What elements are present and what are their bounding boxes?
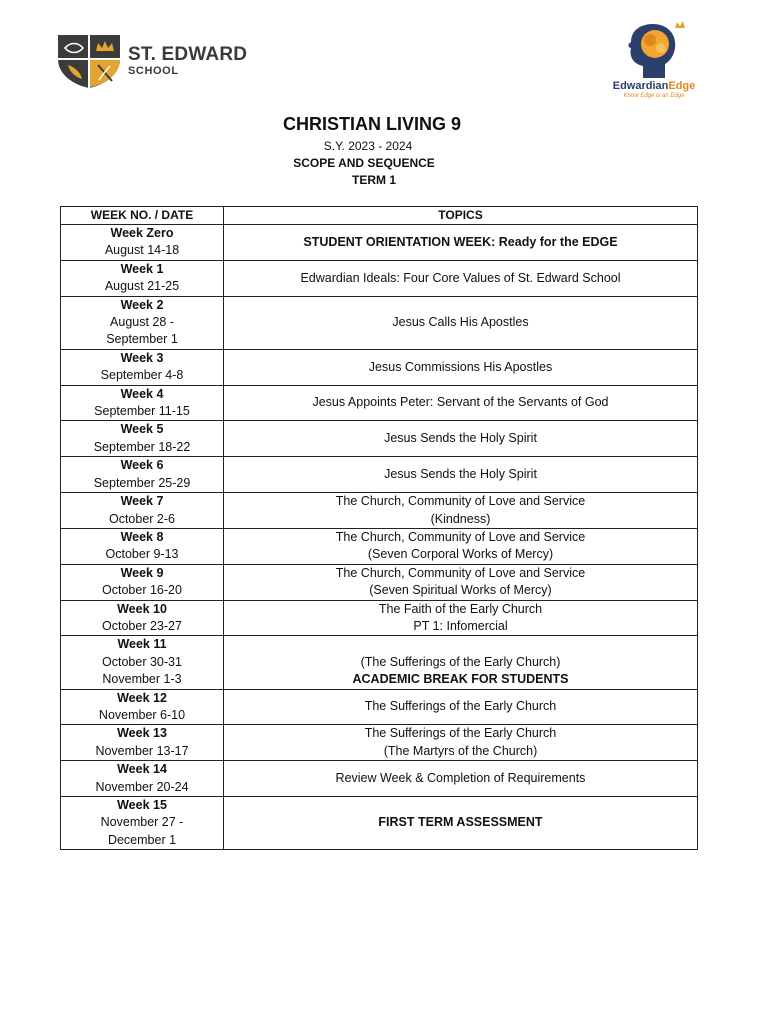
table-row <box>61 564 698 600</box>
table-row <box>61 349 698 385</box>
topic-text: The Church, Community of Love and Service <box>335 565 586 580</box>
table-row <box>61 528 698 564</box>
topic-spacer <box>227 636 694 653</box>
table-row <box>61 421 698 457</box>
table-row <box>61 689 698 725</box>
school-year: S.Y. 2023 - 2024 <box>323 139 413 153</box>
week-date: September 25-29 <box>93 475 191 490</box>
topic-text: Jesus Sends the Holy Spirit <box>384 431 537 446</box>
week-date-cell <box>61 725 224 761</box>
topic-text: The Church, Community of Love and Service <box>335 494 586 509</box>
table-row <box>61 797 698 850</box>
week-date-cell <box>61 349 224 385</box>
topic-cell <box>224 797 698 850</box>
topic-text: (Kindness) <box>430 511 491 526</box>
topic-text: PT 1: Infomercial <box>413 618 508 633</box>
topic-text: (Seven Corporal Works of Mercy) <box>367 547 554 562</box>
week-label: Week 12 <box>117 690 167 705</box>
week-date: September 1 <box>106 332 178 347</box>
topic-cell <box>224 421 698 457</box>
school-name-sub: SCHOOL <box>128 65 179 77</box>
topic-text: (Seven Spiritual Works of Mercy) <box>369 583 552 598</box>
week-label: Week 6 <box>120 458 164 473</box>
week-date-cell <box>61 528 224 564</box>
topic-cell <box>224 260 698 296</box>
topic-text: Jesus Sends the Holy Spirit <box>384 466 537 481</box>
topic-cell <box>224 725 698 761</box>
school-logo <box>56 33 247 89</box>
topic-cell <box>224 457 698 493</box>
table-row <box>61 225 698 261</box>
table-row <box>61 761 698 797</box>
topic-text: ACADEMIC BREAK FOR STUDENTS <box>352 672 569 687</box>
week-date: September 18-22 <box>93 439 191 454</box>
table-row <box>61 457 698 493</box>
week-date: December 1 <box>107 832 177 847</box>
week-date-cell <box>61 797 224 850</box>
week-date: August 14-18 <box>104 243 180 258</box>
week-date-cell <box>61 421 224 457</box>
week-date: October 9-13 <box>105 547 179 562</box>
topic-cell <box>224 349 698 385</box>
topic-text: FIRST TERM ASSESSMENT <box>378 815 543 830</box>
week-date: October 30-31 <box>102 654 182 669</box>
school-name: ST. EDWARD <box>128 44 248 65</box>
table-row <box>61 385 698 421</box>
topic-cell <box>224 225 698 261</box>
topic-cell <box>224 761 698 797</box>
table-header-row <box>61 207 698 225</box>
week-label: Week 14 <box>117 762 167 777</box>
term-heading: TERM 1 <box>351 173 396 187</box>
topic-text: Review Week & Completion of Requirements <box>335 770 586 785</box>
table-row <box>61 296 698 349</box>
topic-cell <box>224 564 698 600</box>
schedule-table <box>60 206 698 850</box>
week-label: Week 4 <box>120 386 164 401</box>
week-label: Week 13 <box>117 726 167 741</box>
week-date: October 16-20 <box>102 583 182 598</box>
topic-cell <box>224 528 698 564</box>
topic-text: STUDENT ORIENTATION WEEK: Ready for the EDGE <box>303 234 618 249</box>
topic-cell <box>224 296 698 349</box>
topic-text: The Sufferings of the Early Church <box>364 726 557 741</box>
week-date-cell <box>61 636 224 689</box>
topic-text: The Faith of the Early Church <box>378 601 543 616</box>
edge-tagline: Know Edge is an Edge <box>623 93 685 99</box>
week-label: Week 15 <box>117 798 167 812</box>
week-date-cell <box>61 385 224 421</box>
week-date: November 1-3 <box>102 672 182 687</box>
week-date-cell <box>61 600 224 636</box>
topic-text: The Church, Community of Love and Service <box>335 529 586 544</box>
week-date: November 13-17 <box>95 743 189 758</box>
topic-text: (The Sufferings of the Early Church) <box>360 654 561 669</box>
week-date-cell <box>61 260 224 296</box>
week-date: November 27 - <box>100 815 184 830</box>
table-row <box>61 493 698 529</box>
week-label: Week 1 <box>120 261 164 276</box>
topic-text: Edwardian Ideals: Four Core Values of St. Edward School <box>300 270 621 285</box>
week-label: Week 11 <box>117 637 167 652</box>
table-row <box>61 600 698 636</box>
week-date: November 6-10 <box>98 707 186 722</box>
topics-header: TOPICS <box>224 207 698 225</box>
week-date-cell <box>61 457 224 493</box>
week-date-cell <box>61 689 224 725</box>
table-row <box>61 636 698 689</box>
week-label: Week 7 <box>120 494 164 509</box>
week-label: Week Zero <box>110 226 174 240</box>
week-date: September 4-8 <box>100 368 184 383</box>
topic-cell <box>224 600 698 636</box>
head-profile-icon <box>619 20 689 80</box>
topic-text: The Sufferings of the Early Church <box>364 699 557 714</box>
week-label: Week 3 <box>120 350 164 365</box>
week-label: Week 2 <box>120 297 164 312</box>
week-label: Week 8 <box>120 529 164 544</box>
week-date-cell <box>61 564 224 600</box>
topic-text: Jesus Appoints Peter: Servant of the Servants of God <box>312 395 609 410</box>
topic-text: Jesus Commissions His Apostles <box>368 359 553 374</box>
topic-cell <box>224 493 698 529</box>
page-title: CHRISTIAN LIVING 9 <box>282 114 461 134</box>
topic-cell <box>224 385 698 421</box>
week-date-cell <box>61 493 224 529</box>
edwardian-edge-logo <box>606 20 702 99</box>
schedule-body <box>61 225 698 850</box>
week-date: November 20-24 <box>95 779 189 794</box>
week-date: September 11-15 <box>94 404 190 419</box>
edge-brand-name: EdwardianEdge <box>612 80 696 92</box>
table-row <box>61 260 698 296</box>
week-date-cell <box>61 225 224 261</box>
topic-cell <box>224 689 698 725</box>
week-date: October 23-27 <box>102 618 182 633</box>
topic-text: (The Martyrs of the Church) <box>383 743 538 758</box>
week-date: August 21-25 <box>104 279 180 294</box>
week-date-header: WEEK NO. / DATE <box>61 207 224 225</box>
week-date-cell <box>61 296 224 349</box>
week-date: August 28 - <box>110 315 174 330</box>
week-date: October 2-6 <box>108 511 175 526</box>
week-label: Week 10 <box>117 601 167 616</box>
topic-text: Jesus Calls His Apostles <box>392 315 529 330</box>
topic-cell <box>224 636 698 689</box>
week-label: Week 9 <box>120 565 164 580</box>
week-label: Week 5 <box>120 422 164 437</box>
week-date-cell <box>61 761 224 797</box>
scope-sequence-heading: SCOPE AND SEQUENCE <box>293 156 435 170</box>
shield-crest-icon <box>56 33 122 89</box>
table-row <box>61 725 698 761</box>
